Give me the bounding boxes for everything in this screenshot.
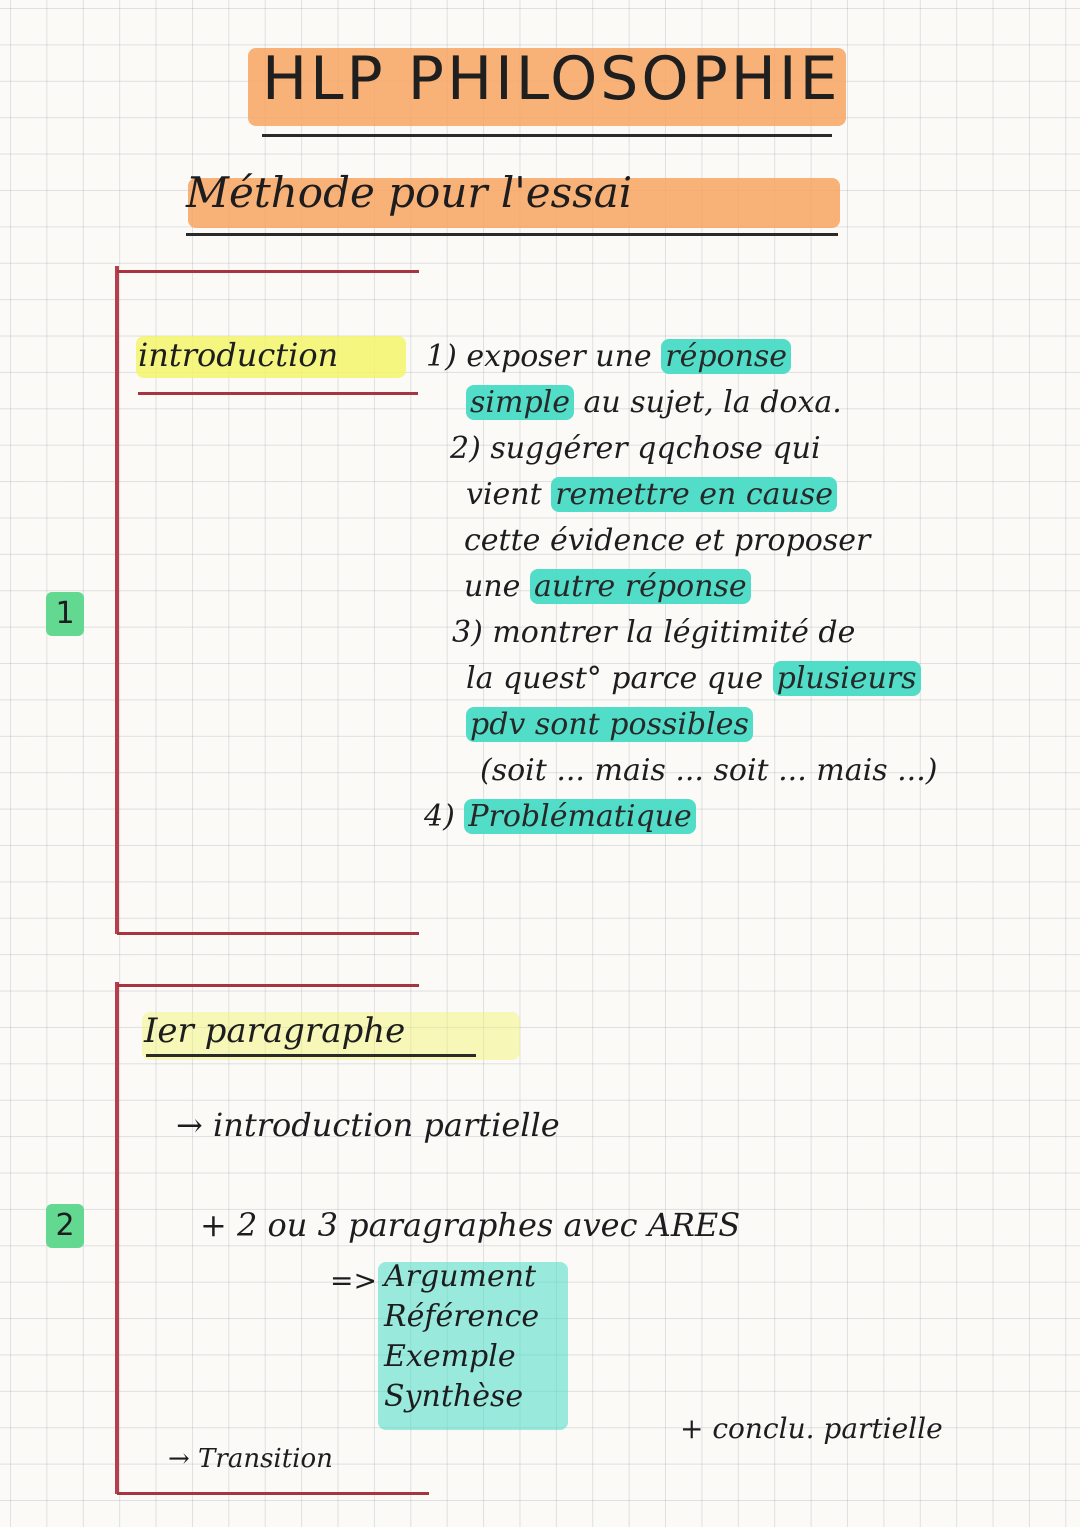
subtitle-underline	[186, 233, 838, 236]
introduction-step-line	[466, 384, 842, 422]
step-text: la quest° parce que	[466, 661, 773, 696]
step-text: 4)	[424, 799, 465, 834]
section1-bracket-vertical	[115, 266, 119, 934]
introduction-step-line	[450, 430, 821, 468]
section1-bracket-bottom	[117, 932, 419, 935]
section1-number-badge: 1	[46, 592, 84, 636]
highlighted-phrase: réponse	[661, 339, 791, 374]
partial-conclusion: + conclu. partielle	[680, 1412, 943, 1445]
introduction-step-line	[466, 706, 753, 744]
section1-bracket-top	[117, 270, 419, 273]
introduction-step-line	[480, 752, 937, 790]
introduction-step-line	[452, 614, 855, 652]
step-text: 1) exposer une	[426, 339, 662, 374]
paragraph-label: Ier paragraphe	[144, 1011, 406, 1051]
ares-arrow: =>	[330, 1264, 377, 1297]
introduction-step-line	[424, 798, 696, 836]
highlighted-phrase: autre réponse	[530, 569, 751, 604]
step-text: une	[464, 569, 530, 604]
section2-bracket-vertical	[115, 982, 119, 1494]
highlighted-phrase: plusieurs	[773, 661, 921, 696]
step-text: cette évidence et proposer	[464, 523, 871, 558]
ares-item: Référence	[384, 1299, 540, 1334]
step-text: 2) suggérer qqchose qui	[450, 431, 821, 466]
step-text: (soit ... mais ... soit ... mais ...)	[480, 753, 938, 788]
page-title: HLP PHILOSOPHIE	[262, 44, 841, 114]
title-underline	[262, 134, 832, 137]
step-text: au sujet, la doxa.	[574, 385, 842, 420]
section2-bracket-top	[117, 984, 419, 987]
highlighted-phrase: simple	[466, 385, 574, 420]
section2-bracket-bottom	[117, 1492, 429, 1495]
introduction-step-line	[466, 660, 921, 698]
ares-item: Argument	[384, 1259, 537, 1294]
step-text: vient	[466, 477, 552, 512]
introduction-step-line	[464, 522, 870, 560]
highlighted-phrase: Problématique	[464, 799, 695, 834]
page-subtitle: Méthode pour l'essai	[186, 168, 633, 217]
introduction-underline	[138, 392, 418, 395]
partial-introduction: → introduction partielle	[176, 1106, 560, 1144]
highlighted-phrase: remettre en cause	[551, 477, 837, 512]
transition: → Transition	[168, 1444, 333, 1474]
introduction-step-line	[464, 568, 751, 606]
section2-number-badge: 2	[46, 1204, 84, 1248]
introduction-label: introduction	[138, 336, 339, 374]
introduction-step-line	[466, 476, 837, 514]
ares-item: Synthèse	[384, 1379, 524, 1414]
paragraph-label-underline	[146, 1054, 476, 1057]
ares-line: + 2 ou 3 paragraphes avec ARES	[200, 1206, 741, 1244]
ares-item: Exemple	[384, 1339, 516, 1374]
highlighted-phrase: pdv sont possibles	[466, 707, 753, 742]
introduction-step-line	[426, 338, 791, 376]
step-text: 3) montrer la légitimité de	[452, 615, 856, 650]
